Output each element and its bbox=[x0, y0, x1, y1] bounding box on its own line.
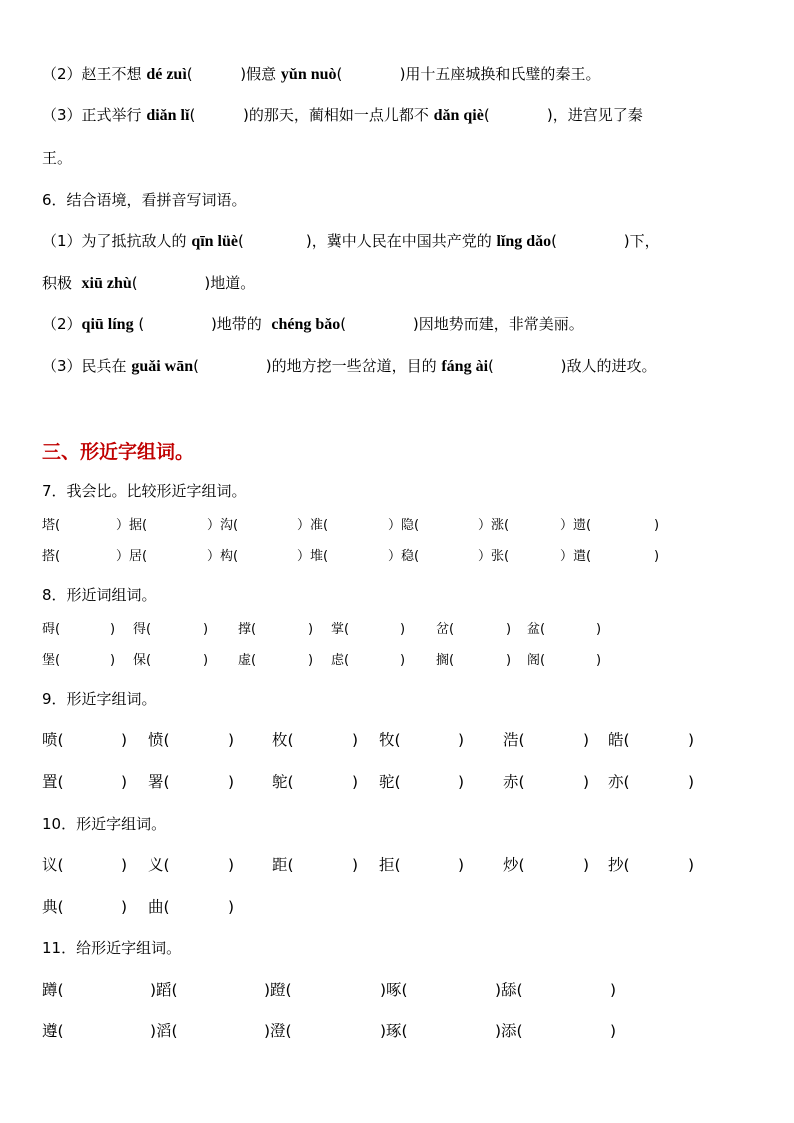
q10-cell: 拒( bbox=[379, 856, 401, 874]
q7-cell: ）遗( bbox=[560, 518, 592, 533]
q11-cell: ) bbox=[610, 1022, 617, 1040]
q8-cell: ) bbox=[596, 653, 602, 668]
q8-cell: 虑( bbox=[331, 653, 350, 668]
q7-cell: 塔( bbox=[42, 518, 61, 533]
q11-cell: )添( bbox=[495, 1022, 523, 1040]
pinyin: guǎi wān bbox=[131, 358, 194, 375]
q7-cell: ) bbox=[654, 518, 660, 533]
q11-cell: )啄( bbox=[380, 981, 408, 999]
q9-cell: 鸵( bbox=[272, 773, 294, 791]
q6-title: 6．结合语境，看拼音写词语。 bbox=[42, 191, 247, 209]
q8-cell: ) bbox=[110, 622, 116, 637]
q8-cell: ) bbox=[308, 622, 314, 637]
q10-cell: 义( bbox=[148, 856, 170, 874]
q8-cell: ) bbox=[596, 622, 602, 637]
pinyin: yǔn nuò bbox=[280, 66, 337, 83]
q8-cell: 掌( bbox=[331, 622, 350, 637]
q8-cell: 撑( bbox=[238, 622, 257, 637]
q10-cell: 抄( bbox=[608, 856, 630, 874]
q8-cell: ) bbox=[506, 622, 512, 637]
q8-cell: ) bbox=[203, 653, 209, 668]
q9-cell: 喷( bbox=[42, 731, 64, 749]
q9-cell: ) bbox=[458, 731, 465, 749]
q10-cell: 典( bbox=[42, 898, 64, 916]
q9-cell: ) bbox=[228, 731, 235, 749]
q11-cell: )滔( bbox=[150, 1022, 178, 1040]
q8-cell: 盆( bbox=[527, 622, 546, 637]
q9-cell: ) bbox=[583, 773, 590, 791]
pinyin: dé zuì bbox=[146, 66, 187, 83]
q9-cell: ) bbox=[121, 773, 128, 791]
q5-item-3-cont: 王。 bbox=[42, 149, 73, 167]
q9-title: 9．形近字组词。 bbox=[42, 690, 157, 708]
q9-cell: ) bbox=[352, 773, 359, 791]
q9-cell: 署( bbox=[148, 773, 170, 791]
q11-cell: 遵( bbox=[42, 1022, 64, 1040]
q9-cell: 置( bbox=[42, 773, 64, 791]
q9-cell: 赤( bbox=[503, 773, 525, 791]
q9-cell: ) bbox=[688, 773, 695, 791]
q8-cell: 虚( bbox=[238, 653, 257, 668]
q11-cell: )舔( bbox=[495, 981, 523, 999]
q7-cell: ）张( bbox=[478, 549, 510, 564]
pinyin: dǎn qiè bbox=[433, 107, 484, 124]
q8-cell: 阁( bbox=[527, 653, 546, 668]
q10-cell: ) bbox=[228, 856, 235, 874]
q7-cell: ）沟( bbox=[207, 518, 239, 533]
q11-title: 11．给形近字组词。 bbox=[42, 939, 182, 957]
q8-cell: 搁( bbox=[436, 653, 455, 668]
q7-cell: 搭( bbox=[42, 549, 61, 564]
q6-item-1-cont: 积极 xiū zhù( )地道。 bbox=[42, 274, 256, 292]
q7-title: 7．我会比。比较形近字组词。 bbox=[42, 482, 247, 500]
q9-cell: 皓( bbox=[608, 731, 630, 749]
q9-cell: 驼( bbox=[379, 773, 401, 791]
q9-cell: 愤( bbox=[148, 731, 170, 749]
q10-cell: 炒( bbox=[503, 856, 525, 874]
q7-cell: ）居( bbox=[116, 549, 148, 564]
q7-cell: ）堆( bbox=[297, 549, 329, 564]
q7-cell: ）遣( bbox=[560, 549, 592, 564]
q10-cell: 距( bbox=[272, 856, 294, 874]
q9-cell: ) bbox=[458, 773, 465, 791]
q9-cell: ) bbox=[121, 731, 128, 749]
q10-title: 10．形近字组词。 bbox=[42, 815, 167, 833]
q8-title: 8．形近词组词。 bbox=[42, 586, 157, 604]
q6-item-2: （2）qiū líng ( )地带的 chéng bǎo( )因地势而建，非常美丽。 bbox=[42, 315, 584, 333]
q10-cell: ) bbox=[121, 856, 128, 874]
pinyin: diǎn lǐ bbox=[146, 107, 190, 124]
q7-cell: ) bbox=[654, 549, 660, 564]
q9-cell: 枚( bbox=[272, 731, 294, 749]
q9-cell: 浩( bbox=[503, 731, 525, 749]
q8-cell: 堡( bbox=[42, 653, 61, 668]
q9-cell: ) bbox=[583, 731, 590, 749]
pinyin: qiū líng bbox=[81, 316, 134, 333]
q9-cell: ) bbox=[688, 731, 695, 749]
q7-cell: ）隐( bbox=[388, 518, 420, 533]
q10-cell: ) bbox=[458, 856, 465, 874]
q11-cell: 蹲( bbox=[42, 981, 64, 999]
q11-cell: )澄( bbox=[264, 1022, 292, 1040]
section-heading: 三、形近字组词。 bbox=[42, 441, 195, 463]
q8-cell: ) bbox=[400, 653, 406, 668]
q8-cell: 岔( bbox=[436, 622, 455, 637]
q10-cell: ) bbox=[583, 856, 590, 874]
q8-cell: ) bbox=[308, 653, 314, 668]
q7-cell: ）稳( bbox=[388, 549, 420, 564]
pinyin: chéng bǎo bbox=[271, 316, 341, 333]
q7-cell: ）涨( bbox=[478, 518, 510, 533]
q10-cell: ) bbox=[688, 856, 695, 874]
q7-cell: ）构( bbox=[207, 549, 239, 564]
q10-cell: 曲( bbox=[148, 898, 170, 916]
q8-cell: 碍( bbox=[42, 622, 61, 637]
q8-cell: ) bbox=[203, 622, 209, 637]
q11-cell: ) bbox=[610, 981, 617, 999]
q10-cell: ) bbox=[121, 898, 128, 916]
q8-cell: ) bbox=[110, 653, 116, 668]
q8-cell: ) bbox=[506, 653, 512, 668]
q9-cell: ) bbox=[228, 773, 235, 791]
q11-cell: )蹈( bbox=[150, 981, 178, 999]
q8-cell: 保( bbox=[133, 653, 152, 668]
q6-item-1: （1）为了抵抗敌人的 qīn lüè( )，冀中人民在中国共产党的 lǐng dǎo( )下， bbox=[42, 232, 660, 250]
q6-item-3: （3）民兵在 guǎi wān( )的地方挖一些岔道，目的 fáng ài( )敌人的进攻。 bbox=[42, 357, 657, 375]
q10-cell: 议( bbox=[42, 856, 64, 874]
q8-cell: 得( bbox=[133, 622, 152, 637]
pinyin: xiū zhù bbox=[81, 275, 132, 292]
q11-cell: )蹬( bbox=[264, 981, 292, 999]
pinyin: fáng ài bbox=[441, 358, 489, 375]
q7-cell: ）准( bbox=[297, 518, 329, 533]
q9-cell: ) bbox=[352, 731, 359, 749]
pinyin: qīn lüè bbox=[191, 233, 238, 250]
q5-item-3: （3）正式举行 diǎn lǐ( )的那天，蔺相如一点儿都不 dǎn qiè( )，进宫见了秦 bbox=[42, 106, 643, 124]
pinyin: lǐng dǎo bbox=[496, 233, 552, 250]
q8-cell: ) bbox=[400, 622, 406, 637]
q11-cell: )琢( bbox=[380, 1022, 408, 1040]
q5-item-2: （2）赵王不想 dé zuì( )假意 yǔn nuò( )用十五座城换和氏璧的秦王。 bbox=[42, 65, 601, 83]
q9-cell: 牧( bbox=[379, 731, 401, 749]
q10-cell: ) bbox=[228, 898, 235, 916]
q9-cell: 亦( bbox=[608, 773, 630, 791]
q10-cell: ) bbox=[352, 856, 359, 874]
q7-cell: ）据( bbox=[116, 518, 148, 533]
